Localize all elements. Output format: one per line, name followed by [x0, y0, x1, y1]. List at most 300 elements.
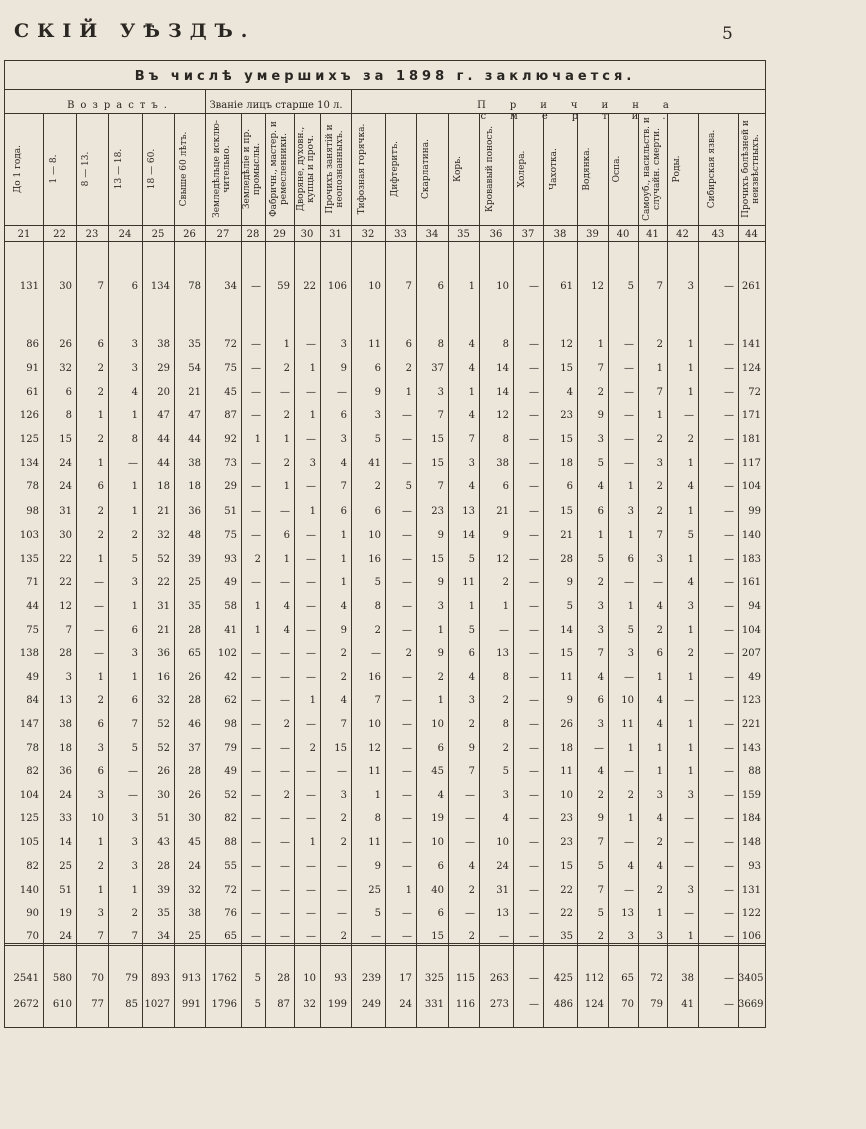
- table-cell: 14: [462, 530, 475, 541]
- table-cell: 39: [157, 885, 170, 896]
- table-cell: 7: [597, 837, 604, 848]
- table-cell: 4: [656, 695, 663, 706]
- table-cell: 2: [97, 434, 104, 445]
- column-number: 28: [246, 229, 260, 240]
- table-cell: —: [306, 908, 316, 919]
- table-cell: —: [94, 625, 104, 636]
- table-cell: 2: [656, 625, 663, 636]
- total-cell: 70: [621, 999, 634, 1010]
- table-cell: 1: [309, 363, 316, 374]
- table-cell: 12: [496, 554, 509, 565]
- table-cell: 1: [627, 481, 634, 492]
- table-cell: 1: [131, 601, 138, 612]
- table-cell: 141: [741, 339, 761, 350]
- table-cell: 13: [59, 695, 72, 706]
- table-cell: —: [402, 861, 412, 872]
- total-cell: 17: [399, 973, 412, 984]
- table-cell: —: [306, 625, 316, 636]
- table-cell: —: [684, 813, 694, 824]
- table-cell: 3: [340, 790, 347, 801]
- total-cell: 79: [650, 999, 663, 1010]
- table-cell: —: [529, 625, 539, 636]
- table-cell: 26: [157, 766, 170, 777]
- table-cell: 26: [188, 790, 201, 801]
- table-cell: 15: [431, 554, 444, 565]
- table-cell: 7: [374, 695, 381, 706]
- total-cell: 610: [52, 999, 72, 1010]
- table-title: Въ числѣ умершихъ за 1898 г. заключается.: [134, 69, 636, 84]
- table-cell: —: [337, 387, 347, 398]
- table-cell: 1: [687, 387, 694, 398]
- table-cell: 8: [65, 410, 72, 421]
- total-cell: 65: [621, 973, 634, 984]
- table-cell: 5: [597, 861, 604, 872]
- table-cell: —: [724, 506, 734, 517]
- table-cell: 11: [560, 672, 573, 683]
- table-cell: 98: [224, 719, 237, 730]
- table-cell: 2: [97, 387, 104, 398]
- table-cell: —: [251, 672, 261, 683]
- table-cell: 1: [687, 672, 694, 683]
- table-cell: —: [306, 339, 316, 350]
- table-cell: 21: [560, 530, 573, 541]
- table-cell: 11: [560, 766, 573, 777]
- table-cell: 22: [157, 577, 170, 588]
- column-number: 37: [521, 229, 535, 240]
- table-cell: —: [280, 861, 290, 872]
- column-number: 38: [553, 229, 567, 240]
- table-cell: 13: [496, 648, 509, 659]
- table-cell: 2: [656, 481, 663, 492]
- table-cell: —: [251, 719, 261, 730]
- table-cell: 30: [188, 813, 201, 824]
- table-cell: —: [280, 885, 290, 896]
- table-cell: —: [684, 410, 694, 421]
- table-cell: 1: [468, 601, 475, 612]
- table-cell: 261: [741, 281, 761, 292]
- table-cell: 5: [468, 625, 475, 636]
- table-cell: —: [529, 837, 539, 848]
- column-number: 35: [457, 229, 470, 240]
- table-cell: 6: [97, 339, 104, 350]
- table-cell: 61: [26, 387, 39, 398]
- table-cell: —: [724, 861, 734, 872]
- table-cell: —: [624, 577, 634, 588]
- table-cell: 25: [368, 885, 381, 896]
- table-cell: 122: [741, 908, 761, 919]
- column-number: 34: [425, 229, 439, 240]
- total-cell: 10: [303, 973, 316, 984]
- statistics-table: [4, 60, 766, 1028]
- table-cell: —: [306, 861, 316, 872]
- table-cell: 7: [65, 625, 72, 636]
- table-cell: —: [306, 790, 316, 801]
- total-cell: 115: [455, 973, 475, 984]
- table-cell: 1: [627, 530, 634, 541]
- table-cell: 15: [560, 363, 573, 374]
- table-cell: 131: [741, 885, 761, 896]
- column-number: 43: [711, 229, 725, 240]
- table-cell: —: [724, 908, 734, 919]
- total-cell: 2672: [13, 999, 39, 1010]
- table-cell: 18: [560, 458, 573, 469]
- table-cell: —: [402, 458, 412, 469]
- table-cell: —: [402, 766, 412, 777]
- table-cell: —: [280, 837, 290, 848]
- table-cell: 11: [368, 837, 381, 848]
- table-cell: 6: [340, 410, 347, 421]
- table-cell: —: [499, 625, 509, 636]
- table-cell: 10: [368, 530, 381, 541]
- page-header-title: СКІЙ УѢЗДЪ.: [14, 20, 256, 42]
- total-cell: 273: [489, 999, 509, 1010]
- table-cell: 2: [502, 743, 509, 754]
- table-cell: 6: [283, 530, 290, 541]
- table-cell: 1: [254, 601, 261, 612]
- table-cell: —: [529, 743, 539, 754]
- table-cell: 1: [437, 625, 444, 636]
- table-cell: 181: [741, 434, 761, 445]
- table-cell: 103: [19, 530, 39, 541]
- column-header: Прочихъ болѣзней и неизвѣстныхъ.: [740, 120, 761, 218]
- table-cell: —: [251, 530, 261, 541]
- table-cell: 11: [368, 766, 381, 777]
- table-cell: 4: [566, 387, 573, 398]
- table-cell: —: [280, 387, 290, 398]
- table-cell: 2: [97, 695, 104, 706]
- table-cell: 24: [188, 861, 201, 872]
- table-cell: —: [306, 813, 316, 824]
- column-number: 30: [300, 229, 314, 240]
- table-cell: 15: [431, 931, 444, 942]
- table-cell: 9: [597, 813, 604, 824]
- table-cell: 126: [19, 410, 39, 421]
- table-cell: 15: [560, 861, 573, 872]
- table-cell: 123: [741, 695, 761, 706]
- table-cell: 3: [131, 861, 138, 872]
- table-cell: 6: [97, 766, 104, 777]
- table-cell: 3: [627, 931, 634, 942]
- table-cell: 6: [405, 339, 412, 350]
- table-cell: 22: [59, 577, 72, 588]
- table-cell: 24: [59, 481, 72, 492]
- table-cell: 15: [431, 458, 444, 469]
- table-cell: —: [402, 672, 412, 683]
- table-cell: —: [251, 339, 261, 350]
- table-cell: 65: [188, 648, 201, 659]
- table-cell: —: [724, 719, 734, 730]
- column-number: 29: [273, 229, 286, 240]
- table-cell: 32: [157, 695, 170, 706]
- table-cell: 8: [502, 339, 509, 350]
- table-cell: 104: [741, 625, 761, 636]
- table-cell: 3: [131, 813, 138, 824]
- table-cell: —: [251, 281, 261, 292]
- table-cell: 35: [188, 339, 201, 350]
- table-cell: 8: [131, 434, 138, 445]
- table-cell: 90: [26, 908, 39, 919]
- table-cell: 49: [26, 672, 39, 683]
- table-cell: —: [624, 766, 634, 777]
- table-cell: 3: [502, 790, 509, 801]
- table-cell: 34: [224, 281, 237, 292]
- column-header: Дворяне, духовн., купцы и проч.: [296, 126, 316, 212]
- table-cell: 52: [157, 554, 170, 565]
- table-cell: 138: [19, 648, 39, 659]
- table-cell: 3: [131, 339, 138, 350]
- table-cell: 30: [59, 530, 72, 541]
- table-cell: 45: [188, 837, 201, 848]
- table-cell: 78: [26, 481, 39, 492]
- column-number: 25: [151, 229, 165, 240]
- table-cell: 1: [283, 554, 290, 565]
- table-cell: —: [624, 434, 634, 445]
- table-cell: 6: [597, 506, 604, 517]
- table-cell: 21: [496, 506, 509, 517]
- table-cell: 207: [741, 648, 761, 659]
- table-cell: 15: [560, 434, 573, 445]
- table-cell: 46: [188, 719, 201, 730]
- table-cell: 51: [224, 506, 237, 517]
- table-cell: 15: [334, 743, 347, 754]
- table-cell: 1: [656, 743, 663, 754]
- table-cell: 25: [188, 577, 201, 588]
- column-number: 26: [183, 229, 196, 240]
- table-cell: —: [128, 790, 138, 801]
- table-cell: 4: [656, 861, 663, 872]
- table-cell: 4: [437, 790, 444, 801]
- column-number: 33: [394, 229, 407, 240]
- table-cell: 3: [340, 339, 347, 350]
- table-cell: 5: [131, 743, 138, 754]
- column-number: 40: [616, 229, 630, 240]
- table-cell: —: [337, 885, 347, 896]
- table-cell: —: [529, 601, 539, 612]
- table-cell: —: [529, 766, 539, 777]
- table-cell: 2: [468, 885, 475, 896]
- table-cell: 4: [468, 410, 475, 421]
- table-cell: 15: [59, 434, 72, 445]
- table-cell: 143: [741, 743, 761, 754]
- table-cell: 28: [188, 695, 201, 706]
- table-cell: 49: [748, 672, 761, 683]
- table-cell: 5: [597, 458, 604, 469]
- table-cell: 70: [26, 931, 39, 942]
- table-cell: 2: [340, 672, 347, 683]
- table-cell: —: [724, 766, 734, 777]
- table-cell: 1: [131, 885, 138, 896]
- table-cell: —: [306, 577, 316, 588]
- table-cell: 1: [405, 885, 412, 896]
- table-cell: 8: [437, 339, 444, 350]
- table-cell: —: [402, 577, 412, 588]
- table-cell: —: [280, 908, 290, 919]
- table-cell: 1: [309, 695, 316, 706]
- table-cell: —: [251, 481, 261, 492]
- table-cell: —: [402, 530, 412, 541]
- table-cell: 1: [687, 458, 694, 469]
- table-cell: —: [94, 648, 104, 659]
- table-cell: —: [465, 908, 475, 919]
- table-cell: 1: [687, 554, 694, 565]
- table-cell: —: [402, 837, 412, 848]
- table-cell: 47: [157, 410, 170, 421]
- group-rank: Званіе лицъ старше 10 л.: [209, 100, 343, 111]
- table-cell: 2: [405, 363, 412, 374]
- table-cell: —: [624, 363, 634, 374]
- table-cell: 49: [224, 766, 237, 777]
- table-cell: —: [499, 931, 509, 942]
- table-cell: —: [724, 672, 734, 683]
- total-cell: 486: [553, 999, 573, 1010]
- table-cell: 1: [502, 601, 509, 612]
- table-cell: —: [653, 577, 663, 588]
- table-cell: 5: [627, 625, 634, 636]
- table-cell: —: [337, 766, 347, 777]
- table-cell: —: [402, 931, 412, 942]
- table-cell: 52: [224, 790, 237, 801]
- table-cell: —: [306, 719, 316, 730]
- group-age: Возрастъ.: [67, 100, 173, 111]
- table-cell: 10: [496, 837, 509, 848]
- total-cell: 893: [150, 973, 170, 984]
- table-cell: —: [529, 410, 539, 421]
- table-cell: 22: [59, 554, 72, 565]
- table-cell: —: [251, 790, 261, 801]
- total-cell: 331: [424, 999, 444, 1010]
- table-cell: —: [306, 766, 316, 777]
- table-cell: —: [724, 481, 734, 492]
- table-cell: 5: [374, 434, 381, 445]
- table-cell: 10: [621, 695, 634, 706]
- column-header: Холера.: [517, 150, 527, 188]
- table-cell: 11: [462, 577, 475, 588]
- table-cell: 55: [224, 861, 237, 872]
- table-cell: 2: [97, 530, 104, 541]
- table-cell: 7: [97, 281, 104, 292]
- table-cell: —: [724, 648, 734, 659]
- table-cell: 134: [19, 458, 39, 469]
- table-cell: —: [684, 908, 694, 919]
- table-cell: 76: [224, 908, 237, 919]
- column-header: 18 — 60.: [147, 148, 157, 190]
- table-cell: 49: [224, 577, 237, 588]
- table-cell: 32: [157, 530, 170, 541]
- table-cell: 2: [656, 837, 663, 848]
- table-cell: 47: [188, 410, 201, 421]
- table-cell: 106: [327, 281, 347, 292]
- table-cell: 6: [656, 648, 663, 659]
- table-cell: 10: [431, 837, 444, 848]
- table-cell: 2: [502, 695, 509, 706]
- table-cell: —: [251, 695, 261, 706]
- table-cell: 2: [374, 625, 381, 636]
- table-cell: —: [251, 363, 261, 374]
- table-cell: 79: [224, 743, 237, 754]
- table-cell: 82: [224, 813, 237, 824]
- table-cell: 2: [468, 719, 475, 730]
- table-cell: 6: [131, 281, 138, 292]
- table-cell: 38: [157, 339, 170, 350]
- table-cell: 4: [627, 861, 634, 872]
- table-cell: —: [724, 387, 734, 398]
- table-cell: 4: [131, 387, 138, 398]
- table-cell: —: [251, 506, 261, 517]
- table-cell: 10: [560, 790, 573, 801]
- column-number: 23: [85, 229, 99, 240]
- table-cell: 3: [687, 601, 694, 612]
- table-cell: 106: [741, 931, 761, 942]
- total-cell: 24: [399, 999, 412, 1010]
- table-cell: —: [306, 885, 316, 896]
- table-cell: 6: [437, 908, 444, 919]
- table-cell: 184: [741, 813, 761, 824]
- table-cell: —: [251, 813, 261, 824]
- table-cell: 5: [597, 908, 604, 919]
- table-cell: 21: [157, 506, 170, 517]
- table-cell: 54: [188, 363, 201, 374]
- table-cell: 135: [19, 554, 39, 565]
- table-cell: 11: [621, 719, 634, 730]
- table-cell: 41: [368, 458, 381, 469]
- total-cell: 913: [181, 973, 201, 984]
- table-cell: —: [529, 458, 539, 469]
- table-cell: —: [465, 790, 475, 801]
- table-cell: 12: [591, 281, 604, 292]
- table-cell: 1: [309, 410, 316, 421]
- table-cell: 9: [437, 648, 444, 659]
- table-cell: 7: [468, 766, 475, 777]
- table-cell: —: [128, 766, 138, 777]
- table-cell: 1: [687, 743, 694, 754]
- column-number: 42: [676, 229, 689, 240]
- table-cell: 8: [502, 672, 509, 683]
- table-cell: —: [280, 813, 290, 824]
- column-number: 36: [489, 229, 503, 240]
- total-cell: 5: [254, 973, 261, 984]
- total-cell: 41: [681, 999, 694, 1010]
- table-cell: 18: [560, 743, 573, 754]
- table-cell: 2: [374, 481, 381, 492]
- table-cell: 9: [566, 695, 573, 706]
- table-cell: 7: [597, 648, 604, 659]
- table-cell: —: [280, 766, 290, 777]
- table-cell: 14: [560, 625, 573, 636]
- table-cell: 2: [283, 363, 290, 374]
- table-cell: 1: [627, 601, 634, 612]
- table-cell: 3: [627, 648, 634, 659]
- table-cell: 4: [468, 363, 475, 374]
- table-cell: 2: [687, 648, 694, 659]
- table-cell: —: [529, 931, 539, 942]
- table-cell: 25: [188, 931, 201, 942]
- table-cell: 4: [468, 672, 475, 683]
- table-cell: 171: [741, 410, 761, 421]
- table-cell: —: [402, 434, 412, 445]
- table-cell: —: [280, 931, 290, 942]
- table-cell: 22: [560, 885, 573, 896]
- table-cell: 9: [340, 625, 347, 636]
- table-cell: —: [402, 790, 412, 801]
- table-cell: 7: [437, 481, 444, 492]
- table-cell: —: [402, 813, 412, 824]
- table-cell: 3: [597, 434, 604, 445]
- table-cell: 9: [597, 410, 604, 421]
- table-cell: 84: [26, 695, 39, 706]
- table-cell: 36: [157, 648, 170, 659]
- total-cell: —: [724, 973, 734, 984]
- total-cell: 3405: [738, 973, 764, 984]
